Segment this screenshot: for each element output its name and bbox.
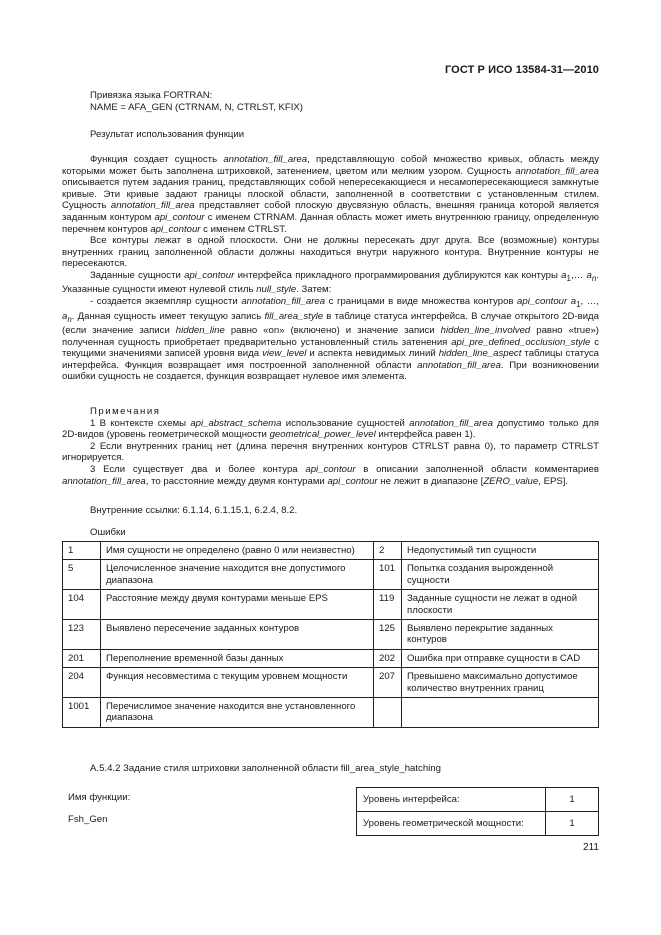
note-2: 2 Если внутренних границ нет (длина перечня внутренних контуров CTRLST равна 0), то параметр CTRLST игнорируется. <box>62 440 599 464</box>
paragraph-4: - создается экземпляр сущности annotation_fill_area с границами в виде множества контуров api_contour $a_1$, …, $a_n$. Данная сущность имеет текущую запись fill_area_style в таблице статуса интерфейса. В случае открытого 2D-вида (если значение записи hidden_line равно «on» (включено) и значение записи hidden_line_involved равно «true») полученная сущность приобретает предварительно установленный стиль затенения api_pre_defined_occlusion_style с текущими значениями записей уровня вида view_level и аспекта невидимых линий hidden_line_aspect таблицы статуса интерфейса. Функция возвращает имя построенной заполненной области annotation_fill_area. При возникновении ошибки сущность не создается, функция возвращает нулевое имя элемента. <box>62 296 600 383</box>
fortran-binding <box>62 90 599 113</box>
error-code: 1001 <box>63 698 101 728</box>
table-row <box>63 560 599 590</box>
function-levels-table <box>356 787 599 836</box>
error-description: Ошибка при отправке сущности в CAD <box>402 649 599 667</box>
error-code: 119 <box>374 590 402 620</box>
error-description: Целочисленное значение находится вне допустимого диапазона <box>101 560 374 590</box>
interface-level-value: 1 <box>546 788 599 812</box>
table-row <box>63 698 599 728</box>
geometric-power-value: 1 <box>546 812 599 836</box>
paragraph-2: Все контуры лежат в одной плоскости. Они не должны пересекать друг друга. Все (возможные) контуры внутренних границ заполненной области должны находиться внутри наружного контура. Внутренние контуры не пересекаются. <box>62 235 599 270</box>
geometric-power-label: Уровень геометрической мощности: <box>357 812 546 836</box>
error-code: 123 <box>63 620 101 650</box>
error-description <box>402 698 599 728</box>
paragraph-3: Заданные сущности api_contour интерфейса прикладного программирования дублируются как контуры $a_1,\dots$ $a_n$. Указанные сущности имеют нулевой стиль null_style. Затем: <box>62 269 599 296</box>
table-row <box>63 542 599 560</box>
table-row <box>63 620 599 650</box>
error-code: 1 <box>63 542 101 560</box>
table-row <box>357 788 599 812</box>
error-description: Перечислимое значение находится вне установленного диапазона <box>101 698 374 728</box>
binding-line-1: Привязка языка FORTRAN: <box>90 90 213 101</box>
page-number: 211 <box>583 842 599 853</box>
table-row <box>63 649 599 667</box>
table-row <box>63 668 599 698</box>
error-description: Превышено максимально допустимое количество внутренних границ <box>402 668 599 698</box>
table-row <box>63 590 599 620</box>
error-code: 207 <box>374 668 402 698</box>
error-description: Функция несовместима с текущим уровнем мощности <box>101 668 374 698</box>
table-row <box>357 812 599 836</box>
function-name-label: Имя функции: <box>68 792 131 803</box>
error-description: Выявлено перекрытие заданных контуров <box>402 620 599 650</box>
interface-level-label: Уровень интерфейса: <box>357 788 546 812</box>
error-code: 104 <box>63 590 101 620</box>
result-title <box>62 129 599 141</box>
error-code: 204 <box>63 668 101 698</box>
result-title-text: Результат использования функции <box>90 129 245 140</box>
error-code: 202 <box>374 649 402 667</box>
error-code: 201 <box>63 649 101 667</box>
description-body <box>62 154 599 383</box>
note-3: 3 Если существует два и более контура api_contour в описании заполненной области комментариев annotation_fill_area, то расстояние между двумя контурами api_contour не лежит в диапазоне [ZERO_value, EPS]. <box>62 463 599 487</box>
error-code: 101 <box>374 560 402 590</box>
error-description: Недопустимый тип сущности <box>402 542 599 560</box>
error-code: 2 <box>374 542 402 560</box>
paragraph-1: Функция создает сущность annotation_fill_area, представляющую собой множество кривых, область между которыми может быть заполнена штриховкой, затенением, цветом или мелким узором. Сущность annotation_fill_area описывается путем задания границ, представляющих собой непересекающиеся и несамопересекающиеся замкнутые кривые. Эти кривые задают границы плоской области, заполненной в соответствии с установленным стилем. Сущность annotation_fill_area представляет собой плоскую двусвязную область, внешняя граница которой является заданным контуром api_contour с именем CTRNAM. Данная область может иметь внутреннюю границу, определенную перечнем контуров api_contour с именем CTRLST. <box>62 154 600 235</box>
section-heading: A.5.4.2 Задание стиля штриховки заполненной области fill_area_style_hatching <box>90 763 441 774</box>
notes-title: Примечания <box>90 406 161 417</box>
error-description: Имя сущности не определено (равно 0 или неизвестно) <box>101 542 374 560</box>
internal-references: Внутренние ссылки: 6.1.14, 6.1.15.1, 6.2.4, 8.2. <box>90 505 298 516</box>
notes <box>62 406 599 487</box>
standard-header: ГОСТ Р ИСО 13584-31—2010 <box>444 64 599 76</box>
function-name: Fsh_Gen <box>68 814 108 825</box>
error-description: Попытка создания вырожденной сущности <box>402 560 599 590</box>
errors-table <box>62 541 599 728</box>
errors-title: Ошибки <box>90 527 126 538</box>
error-code: 5 <box>63 560 101 590</box>
binding-line-2: NAME = AFA_GEN (CTRNAM, N, CTRLST, KFIX) <box>90 101 303 113</box>
note-1: 1 В контексте схемы api_abstract_schema использование сущностей annotation_fill_area допустимо только для 2D-видов (уровень геометрической мощности geometrical_power_level интерфейса равен 1). <box>62 417 599 441</box>
error-description: Расстояние между двумя контурами меньше EPS <box>101 590 374 620</box>
error-description: Переполнение временной базы данных <box>101 649 374 667</box>
error-code <box>374 698 402 728</box>
error-description: Заданные сущности не лежат в одной плоскости <box>402 590 599 620</box>
error-description: Выявлено пересечение заданных контуров <box>101 620 374 650</box>
error-code: 125 <box>374 620 402 650</box>
